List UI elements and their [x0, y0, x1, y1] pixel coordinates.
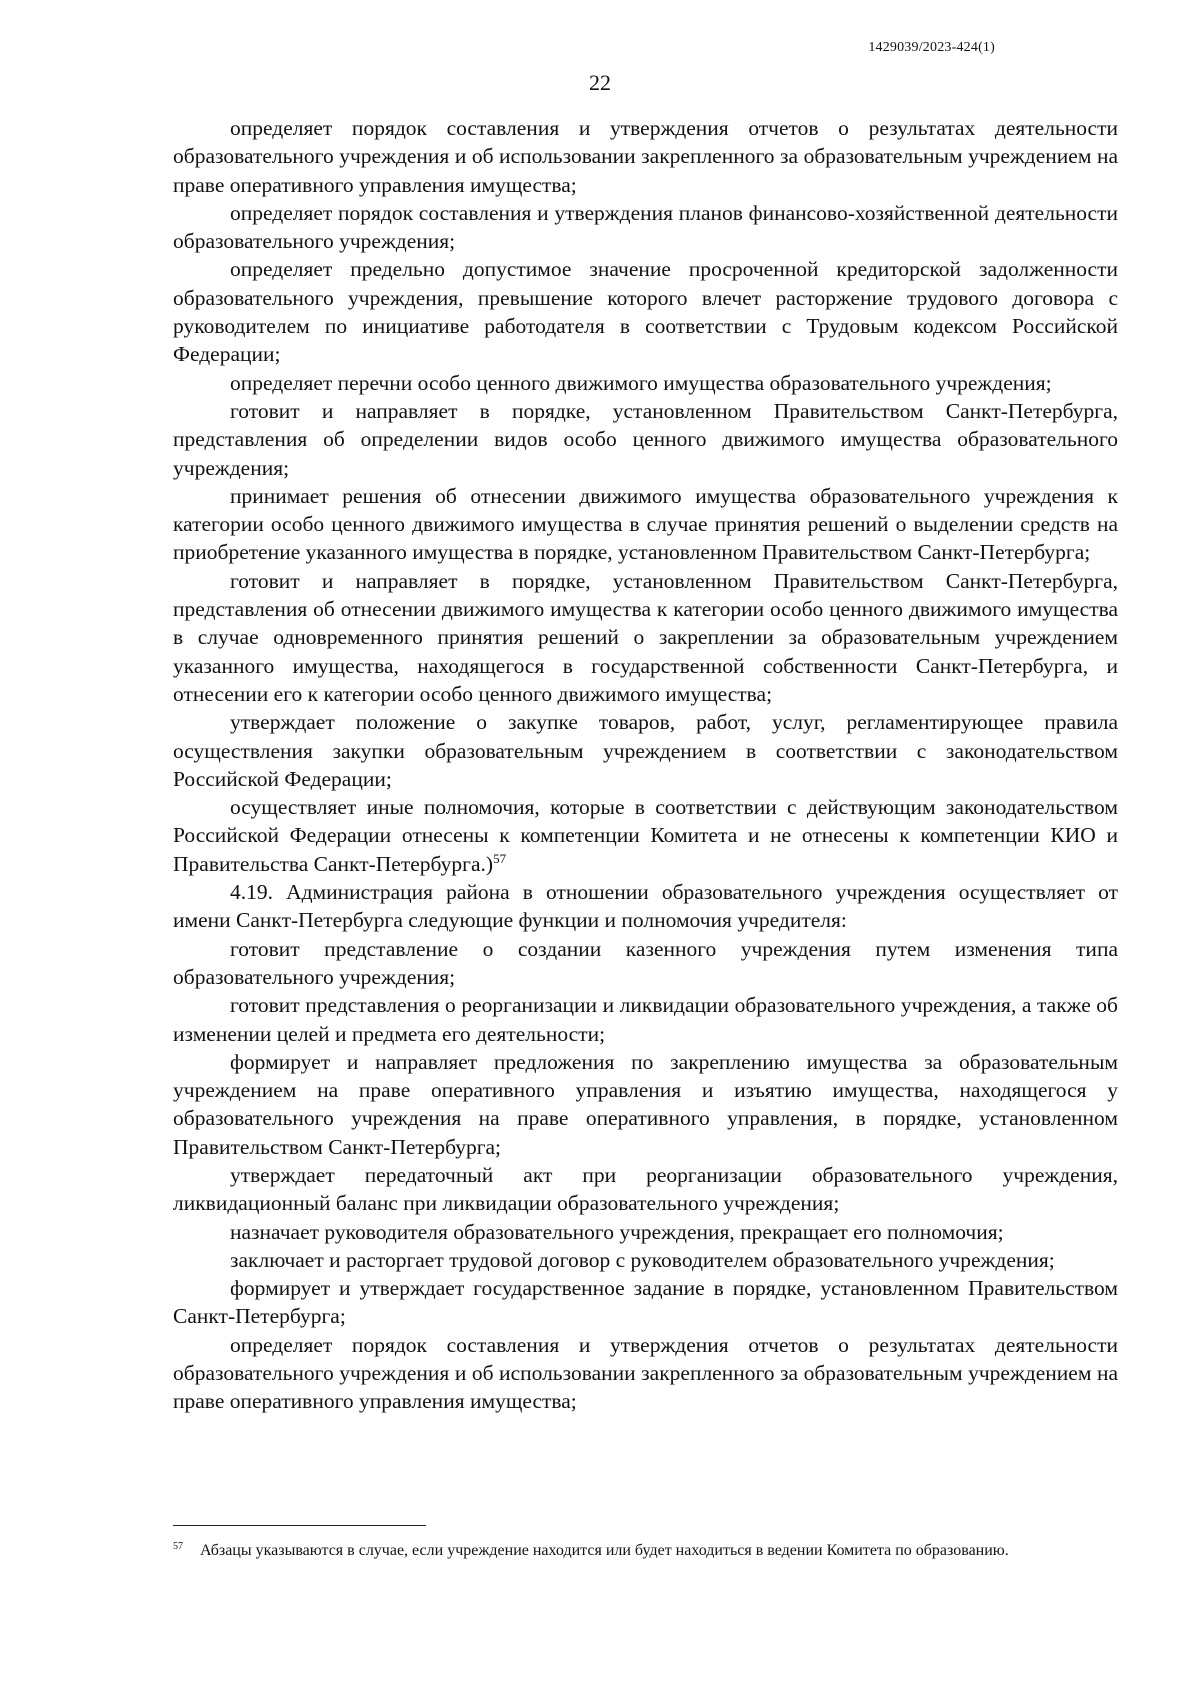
paragraph: принимает решения об отнесении движимого имущества образовательного учреждения к категории особо ценного движимого имущества в случае принятия решений о выделении средств на приобретение указанного имущества в порядке, установленном Правительством Санкт-Петербурга;: [173, 483, 1118, 565]
body-text: [173, 114, 1118, 1416]
paragraph: готовит представления о реорганизации и ликвидации образовательного учреждения, а также об изменении целей и предмета его деятельности;: [173, 993, 1118, 1046]
paragraph: определяет порядок составления и утверждения планов финансово-хозяйственной деятельности образовательного учреждения;: [173, 200, 1118, 254]
footnote-mark: 57: [173, 1541, 183, 1552]
footnote: [173, 1540, 1118, 1561]
paragraph: определяет перечни особо ценного движимого имущества образовательного учреждения;: [230, 370, 1052, 395]
paragraph: готовит и направляет в порядке, установленном Правительством Санкт-Петербурга, представления об определении видов особо ценного движимого имущества образовательного учреждения;: [173, 398, 1118, 480]
paragraph: определяет порядок составления и утверждения отчетов о результатах деятельности образовательного учреждения и об использовании закрепленного за образовательным учреждением на праве оперативного управления имущества;: [173, 116, 1118, 197]
page-number: 22: [589, 70, 611, 95]
paragraph: формирует и утверждает государственное задание в порядке, установленном Правительством Санкт-Петербурга;: [173, 1276, 1118, 1329]
footnote-text: Абзацы указываются в случае, если учреждение находится или будет находиться в ведении Комитета по образованию.: [200, 1542, 1009, 1559]
paragraph-with-footnote: [173, 793, 1118, 878]
paragraph: формирует и направляет предложения по закреплению имущества за образовательным учреждением на праве оперативного управления и изъятию имущества, находящегося у образовательного учреждения на праве оперативного управления, в порядке, установленном Правительством Санкт-Петербурга;: [173, 1049, 1118, 1159]
paragraph: готовит и направляет в порядке, установленном Правительством Санкт-Петербурга, представления об отнесении движимого имущества к категории особо ценного движимого имущества в случае одновременного принятия решений о закреплении за образовательным учреждением указанного имущества, находящегося в государственной собственности Санкт-Петербурга, и отнесении его к категории особо ценного движимого имущества;: [173, 568, 1118, 706]
footnote-reference: 57: [493, 850, 507, 866]
paragraph: назначает руководителя образовательного учреждения, прекращает его полномочия;: [230, 1219, 1004, 1244]
footnote-divider: [173, 1525, 426, 1526]
paragraph: готовит представление о создании казенного учреждения путем изменения типа образовательного учреждения;: [173, 936, 1118, 989]
paragraph: определяет предельно допустимое значение просроченной кредиторской задолженности образовательного учреждения, превышение которого влечет расторжение трудового договора с руководителем по инициативе работодателя в соответствии с Трудовым кодексом Российской Федерации;: [173, 257, 1118, 367]
paragraph-text: осуществляет иные полномочия, которые в соответствии с действующим законодательством Российской Федерации отнесены к компетенции Комитета и не отнесены к компетенции КИО и Правительства Санкт-Петербурга.): [173, 795, 1118, 876]
paragraph: 4.19. Администрация района в отношении образовательного учреждения осуществляет от имени Санкт-Петербурга следующие функции и полномочия учредителя:: [173, 880, 1118, 933]
paragraph: утверждает передаточный акт при реорганизации образовательного учреждения, ликвидационный баланс при ликвидации образовательного учреждения;: [173, 1162, 1118, 1216]
paragraph: определяет порядок составления и утверждения отчетов о результатах деятельности образовательного учреждения и об использовании закрепленного за образовательным учреждением на праве оперативного управления имущества;: [173, 1332, 1118, 1414]
document-number: 1429039/2023-424(1): [868, 40, 995, 55]
paragraph: утверждает положение о закупке товаров, работ, услуг, регламентирующее правила осуществления закупки образовательным учреждением в соответствии с законодательством Российской Федерации;: [173, 710, 1118, 791]
paragraph: заключает и расторгает трудовой договор с руководителем образовательного учреждения;: [230, 1247, 1055, 1272]
